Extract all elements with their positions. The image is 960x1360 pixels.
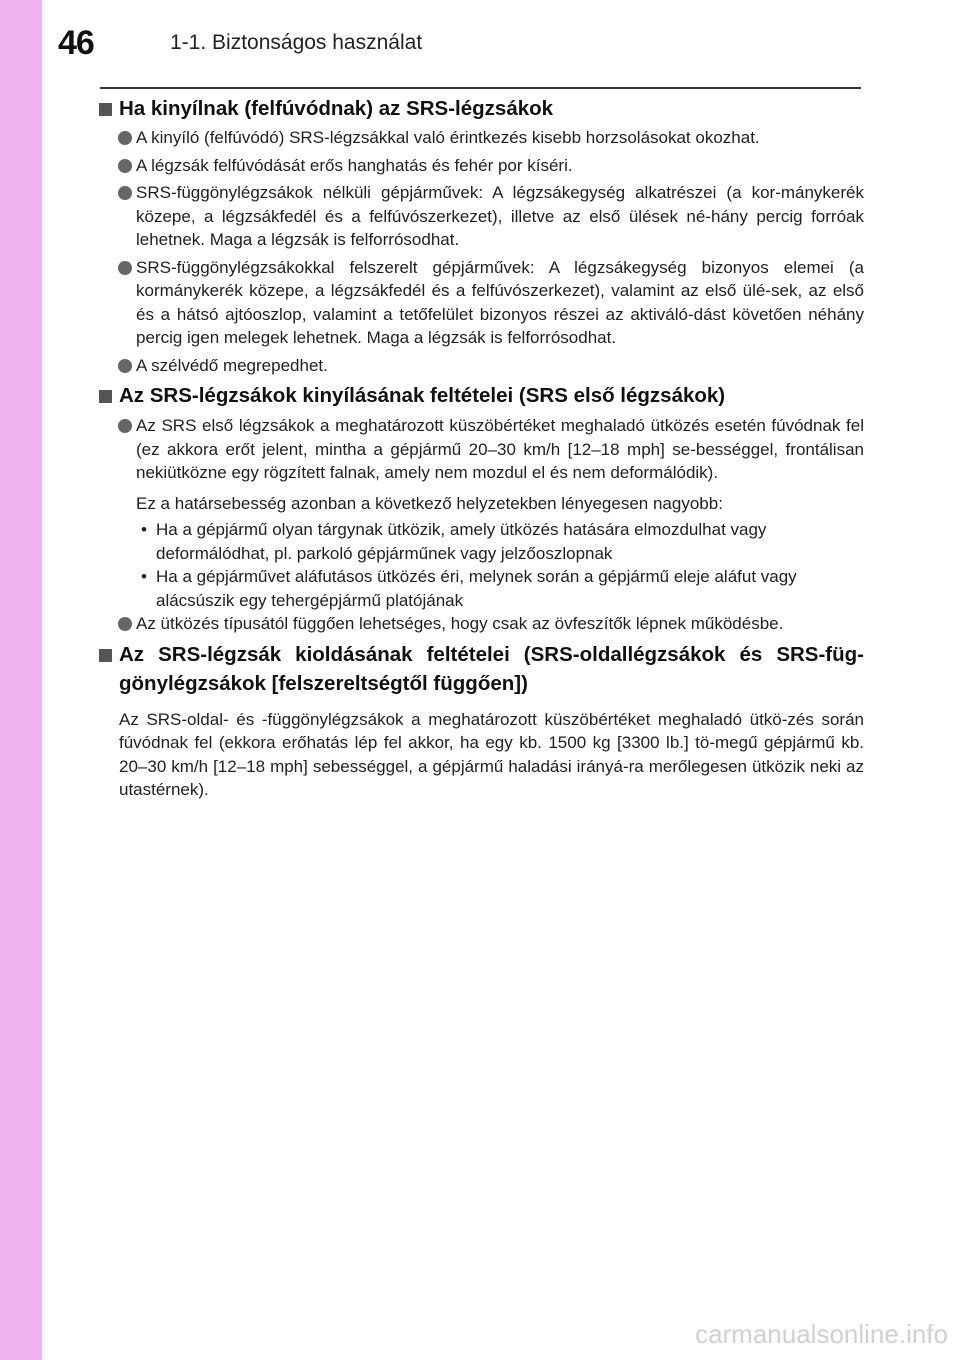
circle-bullet-icon	[118, 131, 132, 145]
list-item: Az SRS első légzsákok a meghatározott küszöbértéket meghaladó ütközés esetén fúvódnak fel (ez akkora erőt jelent, mintha a gépjármű 20–30 km/h [12–18 mph] se-bességgel, frontálisan nekiütközne egy rögzített falnak, amely nem mozdul el és nem deformálódik).	[98, 414, 864, 485]
section-heading-3: Az SRS-légzsák kioldásának feltételei (SRS-oldallégzsákok és SRS-füg-gönylégzsákok [felszereltségtől függően])	[98, 640, 864, 698]
section-heading-2: Az SRS-légzsákok kinyílásának feltételei (SRS első légzsákok)	[98, 381, 864, 410]
circle-bullet-icon	[118, 159, 132, 173]
section-title: 1-1. Biztonságos használat	[170, 31, 423, 54]
page-number: 46	[58, 24, 94, 62]
watermark: carmanualsonline.info	[695, 1319, 948, 1349]
dot-bullet-icon: •	[141, 567, 147, 586]
list-item: A légzsák felfúvódását erős hanghatás és fehér por kíséri.	[98, 154, 864, 178]
square-bullet-icon	[99, 649, 112, 662]
dot-bullet-icon: •	[141, 520, 147, 539]
section-heading-1: Ha kinyílnak (felfúvódnak) az SRS-légzsákok	[98, 94, 864, 123]
circle-bullet-icon	[118, 617, 132, 631]
list-item: Az ütközés típusától függően lehetséges, hogy csak az övfeszítők lépnek működésbe.	[98, 612, 864, 636]
circle-bullet-icon	[118, 186, 132, 200]
list-item: SRS-függönylégzsákok nélküli gépjárművek: A légzsákegység alkatrészei (a kor-mánykerék közepe, a légzsákfedél és a felfúvószerkezet), illetve az első ülések né-hány percig forróak lehetnek. Maga a légzsák is felforrósodhat.	[98, 181, 864, 252]
list-item: A kinyíló (felfúvódó) SRS-légzsákkal való érintkezés kisebb horzsolásokat okozhat.	[98, 126, 864, 150]
list-item: SRS-függönylégzsákokkal felszerelt gépjárművek: A légzsákegység bizonyos elemei (a kormánykerék közepe, a légzsákfedél és a felfúvószerkezet), valamint az első ülé-sek, az első és a hátsó ajtóoszlop, valamint a tetőfelület bizonyos részei az aktiváló-dást követően néhány percig igen melegek lehetnek. Maga a légzsák is felforrósodhat.	[98, 256, 864, 350]
body-paragraph: Ez a határsebesség azonban a következő helyzetekben lényegesen nagyobb:	[136, 493, 723, 513]
body-paragraph: Az SRS-oldal- és -függönylégzsákok a meghatározott küszöbértéket meghaladó ütkö-zés során fúvódnak fel (ekkora erőhatás lép fel akkor, ha egy kb. 1500 kg [3300 lb.] tö-megű gépjármű kb. 20–30 km/h [12–18 mph] sebességgel, a gépjármű haladási irányá-ra merőlegesen ütközik neki az utastérnek).	[119, 709, 864, 799]
circle-bullet-icon	[118, 261, 132, 275]
sub-list-item: • Ha a gépjármű olyan tárgynak ütközik, amely ütközés hatására elmozdulhat vagy deformálódhat, pl. parkoló gépjárműnek vagy jelzőoszlopnak	[141, 520, 767, 563]
circle-bullet-icon	[118, 359, 132, 373]
circle-bullet-icon	[118, 419, 132, 433]
side-color-tab	[0, 0, 42, 1360]
header-divider	[100, 87, 861, 89]
square-bullet-icon	[99, 103, 112, 116]
page-content	[98, 94, 864, 802]
list-item: A szélvédő megrepedhet.	[98, 354, 864, 378]
square-bullet-icon	[99, 390, 112, 403]
sub-list-item: • Ha a gépjárművet aláfutásos ütközés éri, melynek során a gépjármű eleje aláfut vagy alácsúszik egy tehergépjármű platójának	[141, 567, 797, 610]
